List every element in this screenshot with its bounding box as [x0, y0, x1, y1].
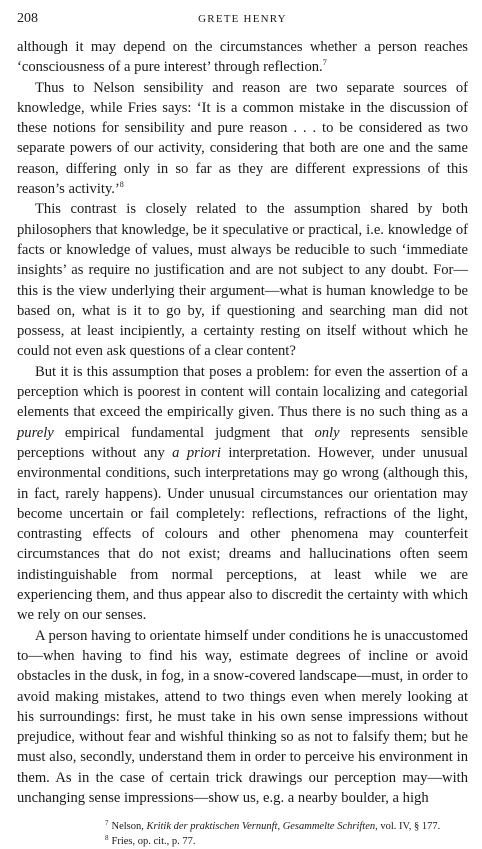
- footnote-7: [105, 819, 468, 834]
- footnote-text: Fries, op. cit., p. 77.: [111, 836, 196, 848]
- page-number: 208: [17, 11, 38, 26]
- emphasis-only: only: [314, 424, 340, 441]
- footnote-mark: 7: [105, 818, 109, 827]
- paragraph-4-text-b: empirical fundamental judgment that: [53, 424, 315, 441]
- paragraph-3-text: This contrast is closely related to the assumption shared by both philosophers that knowledge, be it speculative or practical, i.e. knowledge of facts or knowledge of values, must always be reducible to such ‘immediate insights’ as require no justification and are not subject to any doubt. For—this is the view underlying their argument—what is human knowledge to be based on, what is it to go by, if questioning and searching man did not possess, at least incipiently, a certainty resting on itself without which he could not even ask questions of a clear content?: [17, 201, 468, 360]
- paragraph-1: [17, 37, 468, 78]
- footnote-work-title: Kritik der praktischen Vernunft, Gesammelte Schriften: [146, 821, 376, 833]
- body-text: [17, 37, 468, 808]
- paragraph-1-text: although it may depend on the circumstances whether a person reaches ‘consciousness of a pure interest’ through reflection.: [17, 39, 468, 76]
- paragraph-4: [17, 362, 468, 626]
- footnote-text-end: , vol. IV, § 177.: [375, 821, 441, 833]
- paragraph-5-text: A person having to orientate himself under conditions he is unaccustomed to—when having to find his way, estimate degrees of incline or avoid obstacles in the dusk, in fog, in a snow-covered landscape—must, in order to avoid making mistakes, attend to two things even when merely looking at his surroundings: first, he must take in his own sense impressions without prejudice, without fear and wishful thinking so as not to falsify them; but he must also, secondly, understand them in order to perceive his environment in them. As in the case of certain trick drawings our perception may—with unchanging sense impressions—show us, e.g. a nearby boulder, a high: [17, 627, 468, 806]
- paragraph-3: [17, 199, 468, 361]
- footnotes: [17, 819, 468, 849]
- emphasis-a-priori: a priori: [172, 444, 221, 461]
- footnote-ref-8[interactable]: 8: [119, 180, 124, 190]
- footnote-text: Nelson,: [111, 821, 147, 833]
- paragraph-2-text: Thus to Nelson sensibility and reason are two separate sources of knowledge, while Fries says: ‘It is a common mistake in the discussion of these notions for sensibility and pure reason . . . to be considered as two separate powers of our activity, considering that both are one and the same reason, differing only in so far as they are different expressions of this reason’s activity.’: [17, 79, 468, 198]
- paragraph-5: [17, 626, 468, 809]
- footnote-mark: 8: [105, 833, 109, 842]
- emphasis-purely: purely: [17, 424, 54, 441]
- book-page: [17, 9, 468, 849]
- paragraph-4-text-d: interpretation. However, under unusual environmental conditions, such interpretations may go wrong (although this, in fact, rarely happens). Under unusual circumstances our orientation may become uncertain or fail completely: reflections, refractions of the light, contrasting effects of colours and other phenomena may counterfeit circumstances that do not exist; dreams and hallucinations often seem indistinguishable from normal perceptions, at least while we are experiencing them, and thus appear also to discredit the certainty with which we rely on our senses.: [17, 444, 468, 624]
- footnote-8: [105, 834, 468, 849]
- footnote-ref-7[interactable]: 7: [322, 58, 327, 68]
- running-head-title: GRETE HENRY: [198, 13, 287, 25]
- paragraph-2: [17, 78, 468, 200]
- running-head: [17, 9, 468, 29]
- paragraph-4-text-a: But it is this assumption that poses a problem: for even the assertion of a perception which is poorest in content will contain localizing and categorial elements that exceed the empirically given. Thus there is no such thing as a: [17, 363, 468, 421]
- paragraph-4-text-c: represents sensible perceptions without any: [17, 424, 469, 461]
